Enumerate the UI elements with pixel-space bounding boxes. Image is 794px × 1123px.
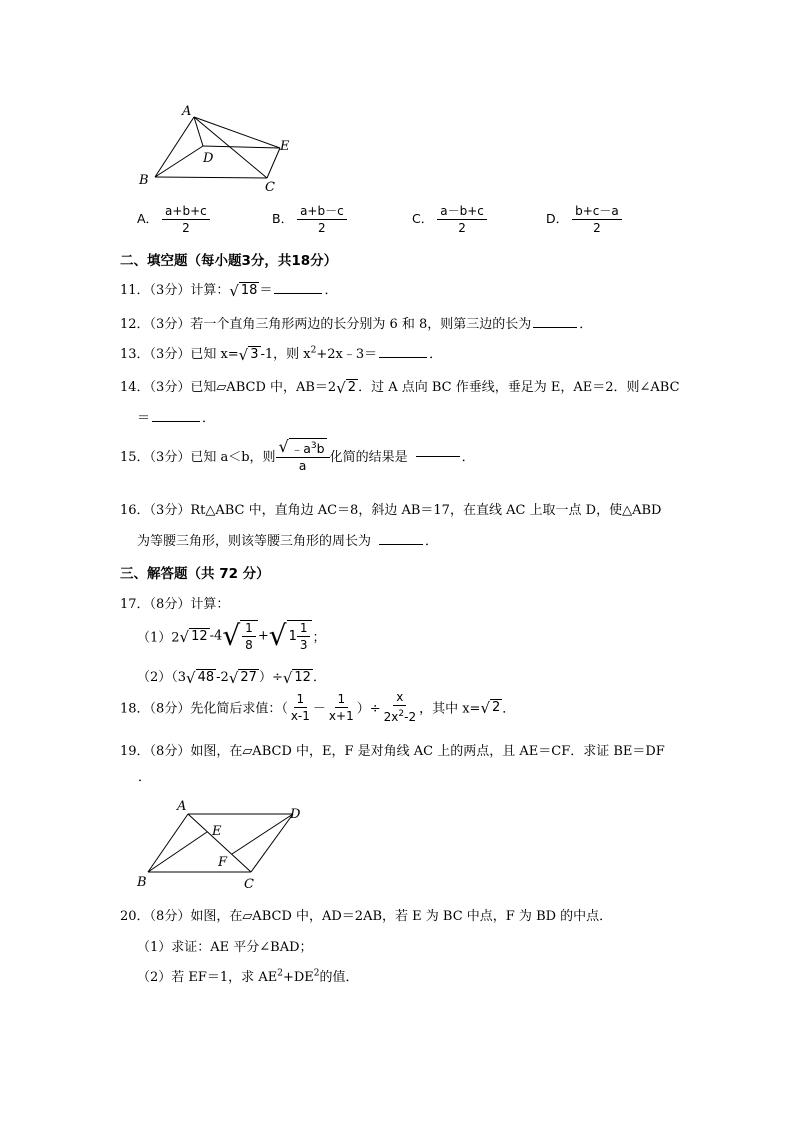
question-19: 19．（8分）如图，在▱ABCD 中，E，F 是对角线 AC 上的两点，且 AE＝CF．求证 BE＝DF: [120, 744, 665, 759]
q14-cont: ＝: [137, 411, 151, 426]
q20-p2b: +DE: [282, 970, 314, 985]
option-a-fraction: [162, 204, 210, 235]
q17-p2-label: （2）（3: [137, 670, 187, 685]
label-b: B: [137, 875, 147, 890]
option-d-num: b+c－a: [572, 204, 622, 220]
sqrt-3: √ 3: [238, 346, 259, 364]
label-a: A: [177, 799, 187, 814]
q15-exponent: 3: [310, 441, 317, 451]
q18-f3n: x: [393, 690, 406, 706]
question-18: [120, 690, 515, 724]
q17-p1-m1: -4: [209, 628, 223, 644]
q20-p2sup2: 2: [313, 968, 320, 979]
label-c: C: [244, 877, 254, 892]
q14-head: 14．（3分）已知▱ABCD 中，AB＝2: [120, 380, 337, 395]
q16-line2: 为等腰三角形，则该等腰三角形的周长为: [137, 534, 372, 549]
option-c-fraction: [437, 204, 487, 235]
q18-f1d: x-1: [290, 708, 310, 723]
q13-exponent: 2: [310, 345, 317, 356]
q17-p2-r3: 12: [294, 670, 311, 685]
q16-tail: ．: [425, 534, 439, 549]
q18-minus: －: [312, 701, 326, 717]
option-b[interactable]: [272, 204, 347, 235]
q17-p2-m2: ）÷: [258, 670, 283, 685]
option-c-letter: C．: [412, 211, 434, 226]
question-16-cont: [137, 530, 438, 549]
q15-tail: ．: [461, 450, 475, 466]
q16-answer-blank[interactable]: [379, 543, 423, 545]
label-f: F: [218, 855, 228, 870]
q17-p1-f1d: 8: [245, 638, 253, 652]
sqrt-12: √ 12: [179, 627, 208, 646]
sqrt-48: √ 48: [186, 669, 215, 687]
q11-tail: ．: [324, 283, 338, 298]
q18-tail: ，其中 x=: [419, 701, 481, 717]
q17-p2-r2: 27: [240, 670, 257, 685]
q13-mid2: +2x﹣3＝: [316, 347, 378, 362]
segment-df: [232, 814, 293, 854]
q18-f3sup: 2: [398, 709, 405, 719]
question-14-cont: [137, 407, 215, 426]
option-d-letter: D．: [546, 211, 569, 226]
q11-eq: ＝: [259, 283, 273, 298]
q11-answer-blank[interactable]: [274, 292, 322, 294]
option-b-letter: B．: [272, 211, 294, 226]
q15-radicand: ﹣a: [290, 441, 311, 457]
q13-head: 13．（3分）已知 x=: [120, 347, 239, 362]
q20-p2a: （2）若 EF＝1，求 AE: [137, 970, 278, 985]
figure-1-quadrilateral: [130, 100, 310, 195]
sqrt-2-b: √ 2: [480, 698, 501, 717]
sqrt-one-eighth: √ $\frac{1}{8}$: [222, 620, 257, 652]
figure-2-parallelogram: [130, 795, 320, 895]
segment-ce: [267, 148, 280, 178]
q15-fraction: [276, 438, 330, 473]
question-12: [120, 313, 592, 332]
option-b-num: a+b－c: [297, 204, 347, 220]
q18-f3tail: -2: [404, 710, 417, 724]
question-11: [120, 279, 337, 299]
q15-num: √ $﹣a^3b$: [276, 438, 330, 458]
q15-mid: 化简的结果是: [329, 450, 408, 466]
q12-tail: ．: [579, 317, 593, 332]
q14-mid: ．过 A 点向 BC 作垂线，垂足为 E，AE＝2．则∠ABC: [358, 380, 680, 395]
sqrt-one-and-third: √ 1 $\frac{1}{3}$: [269, 620, 313, 652]
q14-radicand: 2: [347, 380, 357, 395]
q15-answer-blank[interactable]: [416, 455, 460, 457]
q17-p1-end: ；: [312, 630, 326, 646]
section-2-heading: 二、填空题（每小题3分，共18分）: [120, 253, 338, 269]
question-16: 16．（3分）Rt△ABC 中，直角边 AC＝8，斜边 AB＝17，在直线 AC 上取一点 D，使△ABD: [120, 503, 662, 518]
q12-answer-blank[interactable]: [533, 326, 577, 328]
q12-text: 12．（3分）若一个直角三角形两边的长分别为 6 和 8，则第三边的长为: [120, 317, 532, 332]
segment-ab: [148, 814, 188, 872]
option-c-den: 2: [458, 221, 466, 235]
q17-p1-f2d: 3: [299, 638, 308, 652]
question-20-part-1: （1）求证：AE 平分∠BAD；: [137, 940, 313, 955]
q13-mid: -1，则 x: [260, 347, 311, 362]
label-d: D: [203, 151, 214, 166]
q18-f2d: x+1: [328, 708, 354, 723]
question-17: 17．（8分）计算：: [120, 597, 230, 612]
question-13: [120, 343, 442, 363]
option-a-num: a+b+c: [162, 204, 210, 220]
option-d-den: 2: [593, 221, 601, 235]
q18-end: ．: [502, 701, 516, 717]
segment-bc: [155, 177, 267, 178]
q18-f3d: 2x: [383, 710, 399, 724]
option-a[interactable]: [137, 204, 210, 235]
q14-tail: ．: [202, 411, 216, 426]
option-d[interactable]: [546, 204, 622, 235]
q17-p2-m1: -2: [216, 670, 229, 685]
q18-radicand: 2: [492, 699, 501, 715]
sqrt-27: √ 27: [228, 669, 257, 687]
q17-p2-r1: 48: [197, 670, 215, 685]
option-c-num: a－b+c: [437, 204, 487, 220]
q18-head: 18．（8分）先化简后求值：（: [120, 701, 288, 717]
q17-p1-r1: 12: [191, 628, 208, 644]
q11-head: 11．（3分）计算：: [120, 283, 230, 298]
option-b-den: 2: [318, 221, 326, 235]
q17-p1-f1n: 1: [242, 621, 256, 637]
question-17-part-1: [137, 620, 326, 652]
segment-cd: [251, 814, 293, 872]
sqrt-12-b: √ 12: [282, 669, 311, 687]
question-19-cont: ．: [138, 770, 152, 785]
q11-radicand: 18: [240, 283, 258, 298]
q14-answer-blank[interactable]: [152, 420, 200, 422]
segment-be: [148, 832, 207, 872]
label-b: B: [139, 173, 149, 188]
option-a-letter: A．: [137, 211, 159, 226]
q15-head: 15．（3分）已知 a＜b，则: [120, 450, 276, 466]
q13-radicand: 3: [250, 347, 259, 362]
label-c: C: [265, 180, 275, 195]
option-c[interactable]: [412, 204, 487, 235]
q17-p2-end: ．: [312, 670, 326, 685]
sqrt-18: √ 18: [229, 282, 258, 300]
section-3-heading: 三、解答题（共 72 分）: [120, 566, 270, 582]
segment-ae: [194, 117, 280, 148]
segment-de: [203, 146, 280, 148]
question-15: [120, 438, 475, 473]
q17-p1-whole: 1: [288, 629, 297, 644]
label-e: E: [280, 139, 290, 154]
segment-bd: [155, 146, 203, 177]
question-20-part-2: [137, 966, 359, 985]
label-d: D: [290, 807, 301, 822]
option-b-fraction: [297, 204, 347, 235]
q15-den: a: [298, 458, 307, 474]
label-a: A: [182, 104, 192, 119]
q18-frac-2: [326, 692, 357, 723]
option-d-fraction: [572, 204, 622, 235]
question-17-part-2: [137, 666, 326, 686]
option-a-den: 2: [182, 221, 190, 235]
q18-frac-1: [288, 692, 313, 723]
question-14: [120, 376, 680, 396]
q15-radtail: b: [316, 441, 325, 457]
q17-p1-m2: +: [257, 628, 269, 644]
q18-f2n: 1: [335, 692, 349, 708]
segment-ab: [155, 117, 194, 177]
q17-p1-label: （1）2: [137, 630, 180, 646]
q18-f3d-wrap: [381, 706, 419, 724]
q18-f1n: 1: [294, 692, 308, 708]
q17-p1-f2n: 1: [297, 621, 311, 637]
q13-answer-blank[interactable]: [379, 356, 427, 358]
sqrt-2: √ 2: [336, 379, 357, 397]
q20-p2sup1: 2: [277, 968, 283, 979]
q18-frac-3: [381, 690, 419, 724]
q18-mid: ）÷: [356, 701, 381, 717]
q13-tail: ．: [429, 347, 443, 362]
question-20: 20．（8分）如图，在▱ABCD 中，AD＝2AB，若 E 为 BC 中点，F 为 BD 的中点．: [120, 909, 613, 924]
q20-p2c: 的值．: [319, 970, 359, 985]
label-e: E: [212, 824, 222, 839]
